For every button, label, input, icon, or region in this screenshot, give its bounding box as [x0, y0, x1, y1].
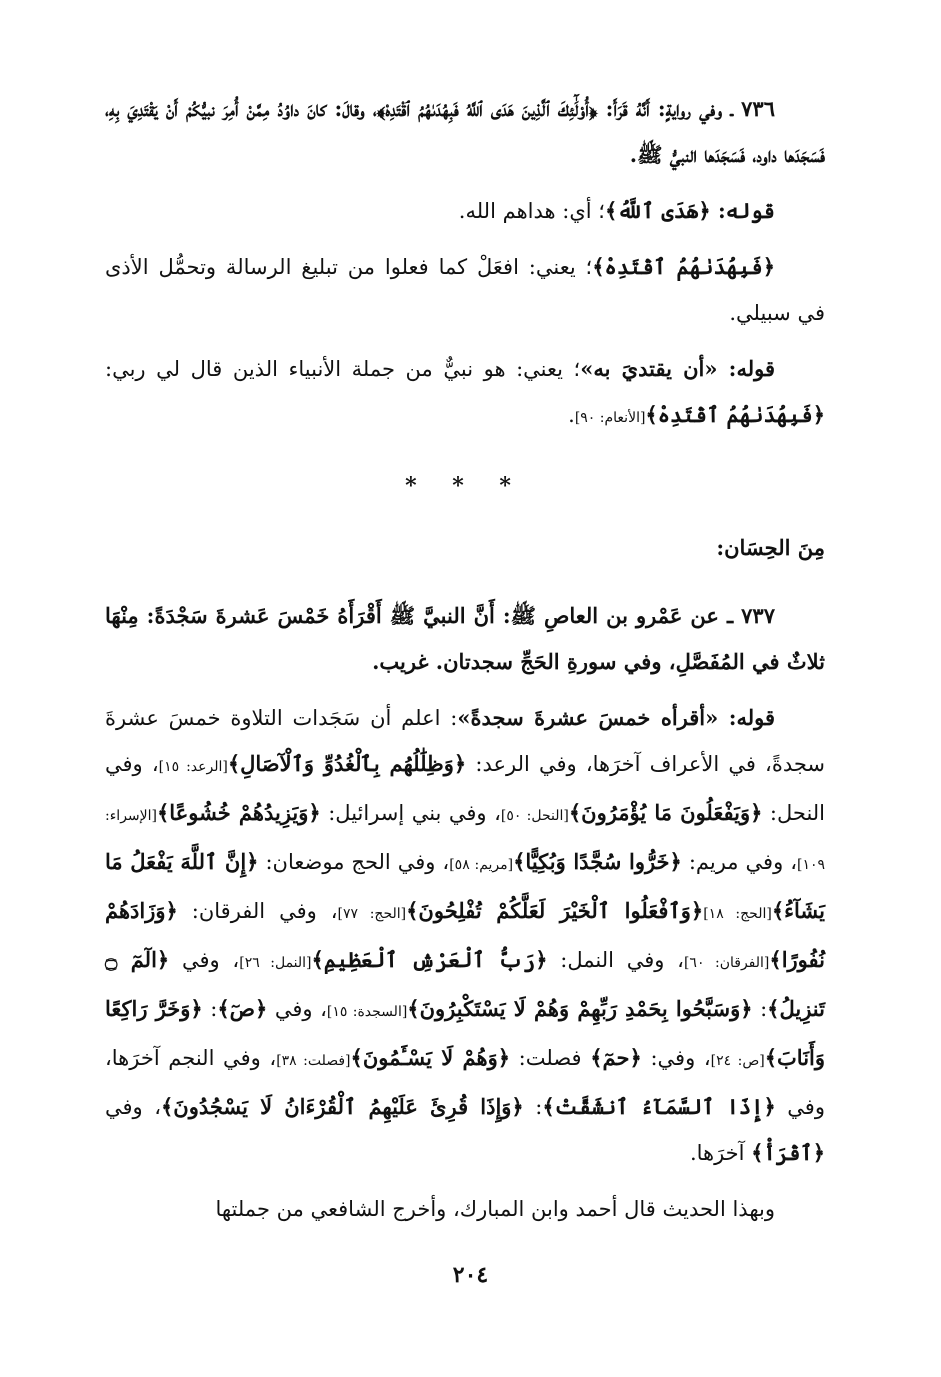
commentary-text: ، وفي النحل:: [105, 752, 826, 825]
quran-quote: ﴿هَدَى ٱللَّهُ﴾: [604, 198, 711, 223]
commentary-text: ، وفي: [267, 997, 327, 1021]
commentary-text: ، وفي الفرقان:: [177, 899, 338, 923]
hadith-736: ٧٣٦ ـ وفي روايةٍ: أَنَّهُ قَرَأَ: ﴿أُوْلَٰٓئِكَ ٱلَّذِينَ هَدَى ٱللَّهُ فَبِهُدَىٰهُمُ ٱقْتَدِهْ﴾، وقالَ: كانَ داوُدُ مِمَّنْ أُمِرَ نبيُّكُمْ أَنْ يَقْتَدِيَ بِهِ، فَسَجَدَها داود، فَسَجَدَها النبيُّ ﷺ.: [105, 96, 825, 167]
commentary-text: ؛ يعني: افعَلْ كما فعلوا من تبليغ الرسالة وتحمُّل الأذى في سبيلي.: [105, 255, 825, 325]
commentary-text: :: [752, 997, 768, 1021]
quran-quote: ﴿وَيَفْعَلُونَ مَا يُؤْمَرُونَ﴾: [568, 800, 763, 825]
commentary-text: ، وفي الحج موضعان:: [258, 850, 450, 874]
quran-quote: ﴿وَيَزِيدُهُمْ خُشُوعًا﴾: [156, 800, 321, 825]
verse-reference: [ص: ٢٤]: [710, 1053, 765, 1069]
commentary-text: ؛ يعني: هو نبيٌّ من جملة الأنبياء الذين قال لي ربي:: [105, 357, 581, 381]
commentary-text: ؛ أي: هداهم الله.: [458, 199, 605, 223]
section-title: مِنَ الحِسَان:: [716, 535, 825, 560]
section-separator: * * *: [405, 473, 525, 499]
quran-quote: ﴿فَبِهُدَىٰهُمُ ٱقْتَدِهْ﴾: [645, 402, 825, 427]
commentary-label: قوله: «أن يقتديَ به»: [580, 356, 775, 381]
commentary-text: ، وفي النجم آخرَها، وفي: [105, 1046, 825, 1119]
commentary-text: ، وفي:: [641, 1046, 711, 1070]
quran-quote: ﴿وَخَرَّ رَاكِعًا وَأَنَابَ﴾: [105, 996, 826, 1070]
sentence-end: .: [568, 403, 575, 427]
verse-reference: [الفرقان: ٦٠]: [683, 955, 770, 971]
quran-quote: ﴿وَٱفْعَلُوا ٱلْخَيْرَ لَعَلَّكُمْ تُفْلِحُونَ﴾: [406, 898, 704, 923]
commentary-label: قوله:: [710, 198, 775, 223]
quran-quote: ﴿وَإِذَا قُرِئَ عَلَيْهِمُ ٱلْقُرْءَانُ لَا يَسْجُدُونَ﴾: [160, 1094, 524, 1119]
verse-reference: [الإسراء: ١٠٩]: [105, 808, 826, 873]
commentary-text: ، وفي بني إسرائيل:: [320, 801, 501, 825]
quran-quote: ﴿وَزَادَهُمْ نُفُورًا﴾: [105, 898, 825, 972]
verse-reference: [مريم: ٥٨]: [449, 857, 514, 873]
verse-reference: [الرعد: ١٥]: [158, 759, 228, 775]
closing-line: وبهذا الحديث قال أحمد وابن المبارك، وأخرج الشافعي من جملتها: [215, 1197, 775, 1221]
verse-reference: [السجدة: ١٥]: [326, 1004, 408, 1020]
commentary-hudallah: [105, 188, 825, 234]
quran-quote: ﴿وَظِلَٰلُهُم بِٱلْغُدُوِّ وَٱلْآصَالِ﴾: [227, 751, 467, 776]
commentary-sajdat: [105, 695, 825, 1176]
quran-quote: ﴿رَبُّ ٱلْعَرْشِ ٱلْعَظِيمِ﴾: [311, 947, 548, 972]
commentary-text: : اعلم أن سَجَدات التلاوة خمسَ عشرةَ سجدةً، في الأعراف آخرَها، وفي الرعد:: [105, 706, 825, 776]
quran-quote: ﴿خَرُّوا سُجَّدًا وَبُكِيًّا﴾: [513, 849, 682, 874]
verse-reference: [فصلت: ٣٨]: [276, 1053, 351, 1069]
page-number: ٢٠٤: [452, 1262, 489, 1288]
commentary-text: ، وفي: [169, 948, 240, 972]
quran-quote: ﴿وَهُمْ لَا يَسْـَٔمُونَ﴾: [350, 1045, 511, 1070]
commentary-text: ، وفي النمل:: [547, 948, 684, 972]
verse-reference: [الحج: ٧٧]: [337, 906, 407, 922]
commentary-text: آخرَها.: [689, 1141, 752, 1165]
quran-quote: ﴿صٓ﴾: [217, 996, 268, 1021]
quran-quote: ﴿ٱقْرَأْ﴾: [751, 1140, 825, 1165]
quran-quote: ﴿إِنَّ ٱللَّهَ يَفْعَلُ مَا يَشَآءُ﴾: [105, 849, 825, 923]
verse-reference: [النمل: ٢٦]: [239, 955, 312, 971]
commentary-text: :: [523, 1095, 543, 1119]
hadith-737: ٧٣٧ ـ عن عَمْرو بن العاصِ ﷺ: أَنَّ النبيَّ ﷺ أَقْرَأَهُ خَمْسَ عَشرةَ سَجْدَةً: مِنْهَا ثلاثٌ في المُفَصَّلِ، وفي سورةِ الحَجِّ سجدتان. غريب.: [105, 603, 825, 674]
commentary-label: قوله: «أقرأه خمسَ عشرةَ سجدةً»: [457, 705, 776, 730]
verse-reference: [الحج: ١٨]: [703, 906, 772, 922]
commentary-yaqtadi: [105, 346, 825, 441]
quran-quote: ﴿إِذَا ٱلسَّمَآءُ ٱنشَقَّتْ﴾: [542, 1094, 776, 1119]
verse-reference: [الأنعام: ٩٠]: [574, 410, 646, 426]
commentary-text: ، وفي: [105, 1095, 161, 1119]
commentary-text: ، وفي مريم:: [681, 850, 797, 874]
commentary-text: فصلت:: [510, 1046, 591, 1070]
quran-quote: ﴿الٓمٓ ۝ تَنزِيلُ﴾: [105, 947, 825, 1021]
page-body: [105, 86, 825, 1232]
commentary-text: :: [202, 997, 218, 1021]
quran-quote: ﴿فَبِهُدَىٰهُمُ ٱقْتَدِهْ﴾: [592, 254, 775, 279]
verse-reference: [النحل: ٥٠]: [500, 808, 569, 824]
quran-quote: ﴿حمٓ﴾: [590, 1045, 642, 1070]
quran-quote: ﴿وَسَبَّحُوا بِحَمْدِ رَبِّهِمْ وَهُمْ لَا يَسْتَكْبِرُونَ﴾: [407, 996, 753, 1021]
commentary-iqtadih: [105, 244, 825, 336]
